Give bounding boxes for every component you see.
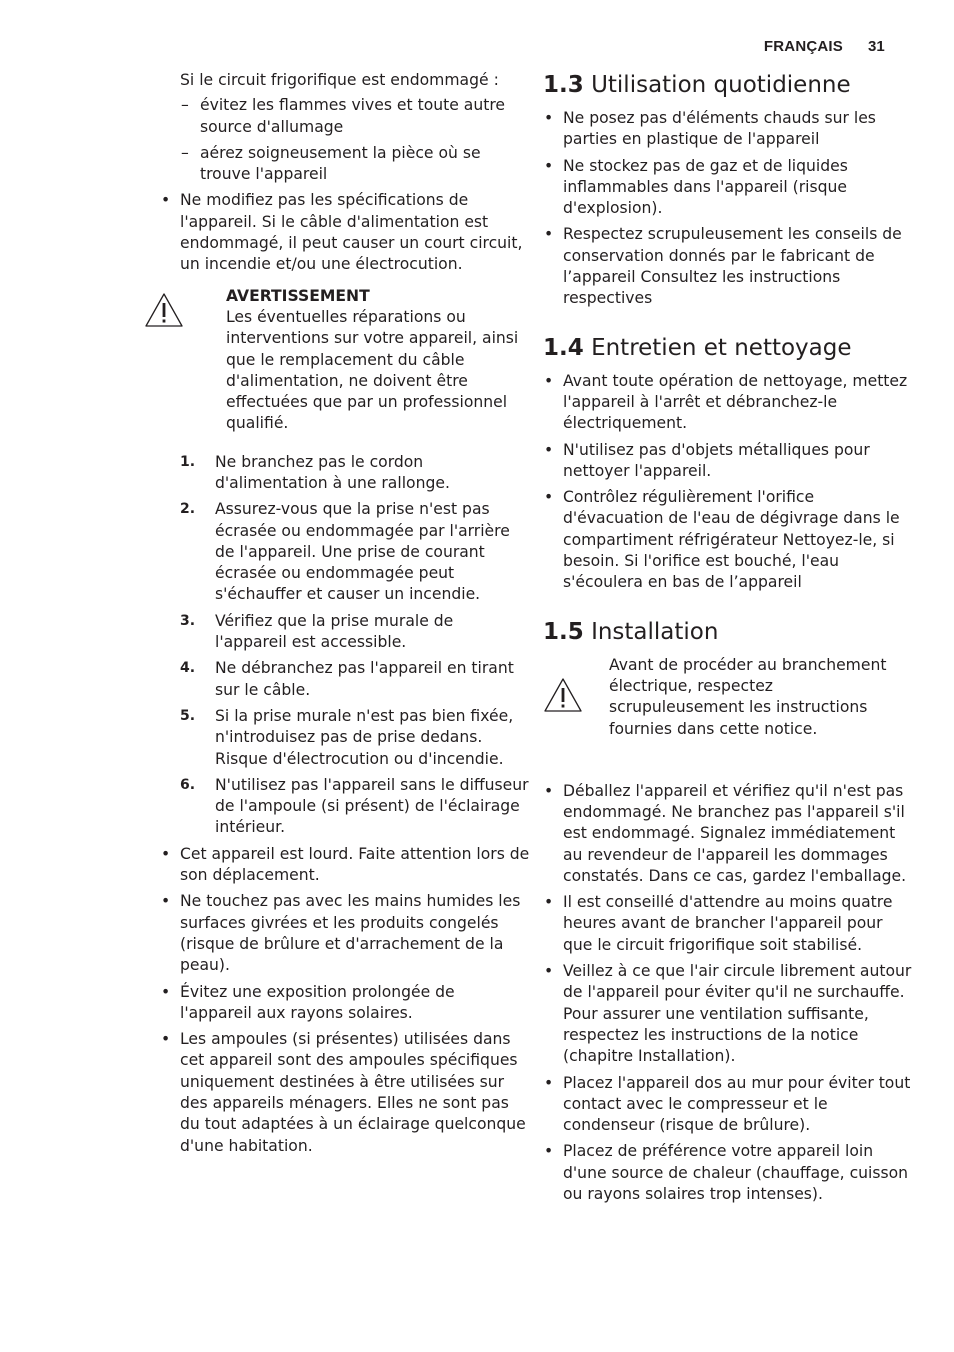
section-heading-1-5: 1.5 Installation (543, 618, 719, 645)
bullet-list (543, 108, 913, 310)
warning-triangle-icon (144, 292, 184, 328)
numbered-item: 5. Si la prise murale n'est pas bien fixée, n'introduisez pas de prise dedans. Risque d'électrocution ou d'incendie. (180, 706, 514, 768)
warning-title: AVERTISSEMENT (226, 286, 370, 305)
installation-warning-text: Avant de procéder au branchement électrique, respectez scrupuleusement les instructions fournies dans cette notice. (609, 655, 887, 738)
dash-item: – évitez les flammes vives et toute autre source d'allumage (181, 96, 505, 136)
dash-marker: – (181, 143, 189, 162)
list-item: • Ne touchez pas avec les mains humides les surfaces givrées et les produits congelés (risque de brûlure et d'arrachement de la peau). (161, 892, 521, 975)
list-item: • Contrôlez régulièrement l'orifice d'évacuation de l'eau de dégivrage dans le compartiment réfrigérateur Nettoyez-le, si besoin. Si l'orifice est bouché, l'eau s'écoulera en bas de l’appareil (544, 488, 900, 592)
left-column (160, 70, 530, 1162)
bullet-marker: • (544, 440, 554, 459)
bullet-marker: • (544, 1142, 554, 1161)
dash-list (160, 95, 530, 185)
bullet-marker: • (544, 488, 554, 507)
numbered-item: 6. N'utilisez pas l'appareil sans le diffuseur de l'ampoule (si présent) de l'éclairage intérieur. (180, 775, 529, 837)
bullet-list (543, 781, 913, 1206)
right-column (543, 70, 913, 1210)
bullet-list (543, 371, 913, 594)
numbered-item: 4. Ne débranchez pas l'appareil en tirant sur le câble. (180, 659, 514, 699)
list-item: • Évitez une exposition prolongée de l'appareil aux rayons solaires. (161, 982, 455, 1022)
page-number: 31 (868, 38, 885, 55)
list-item: • Veillez à ce que l'air circule librement autour de l'appareil pour éviter qu'il ne surchauffe. Pour assurer une ventilation suffisante, respectez les instructions de la notice (chapitre Installation). (544, 962, 912, 1066)
warning-text: Les éventuelles réparations ou interventions sur votre appareil, ainsi que le remplacement du câble d'alimentation, ne doivent être effectuées que par un professionnel qualifié. (226, 307, 519, 433)
bullet-marker: • (544, 893, 554, 912)
bullet-marker: • (544, 225, 554, 244)
list-item: • Déballez l'appareil et vérifiez qu'il n'est pas endommagé. Ne branchez pas l'appareil s'il est endommagé. Signalez immédiatement au revendeur de l'appareil les dommages constatés. Dans ce cas, gardez l'emballage. (544, 781, 907, 885)
section-heading-1-3: 1.3 Utilisation quotidienne (543, 72, 851, 98)
list-item: • Cet appareil est lourd. Faite attention lors de son déplacement. (161, 844, 530, 885)
bullet-marker: • (161, 1030, 171, 1049)
bullet-marker: • (544, 962, 554, 981)
numbered-item: 1. Ne branchez pas le cordon d'alimentation à une rallonge. (180, 452, 450, 492)
numbered-item: 3. Vérifiez que la prise murale de l'appareil est accessible. (180, 611, 454, 652)
bullet-marker: • (161, 982, 171, 1001)
list-item: • Les ampoules (si présentes) utilisées dans cet appareil sont des ampoules spécifiques uniquement destinées à être utilisées sur des appareils ménagers. Elles ne sont pas du tout adaptées à un éclairage quelconque d'une habitation. (161, 1030, 526, 1155)
bullet-marker: • (161, 892, 171, 911)
header-language: FRANÇAIS (763, 38, 843, 55)
bullet-list (160, 190, 530, 275)
list-item: • N'utilisez pas d'objets métalliques pour nettoyer l'appareil. (544, 440, 870, 480)
list-item: • Ne modifiez pas les spécifications de l'appareil. Si le câble d'alimentation est endommagé, il peut causer un court circuit, un incendie et/ou une électrocution. (161, 191, 523, 274)
bullet-list (160, 844, 530, 1157)
numbered-item: 2. Assurez-vous que la prise n'est pas écrasée ou endommagée par l'arrière de l'appareil. Une prise de courant écrasée ou endommagée peut s'échauffer et causer un incendie. (180, 500, 510, 604)
list-item: • Placez de préférence votre appareil loin d'une source de chaleur (chauffage, cuisson ou rayons solaires trop intenses). (544, 1142, 909, 1203)
bullet-marker: • (544, 156, 554, 175)
dash-marker: – (181, 96, 189, 115)
list-item: • Placez l'appareil dos au mur pour éviter tout contact avec le compresseur et le condenseur (risque de brûlure). (544, 1073, 911, 1135)
installation-warning-box (543, 655, 913, 765)
list-item: • Ne posez pas d'éléments chauds sur les parties en plastique de l'appareil (544, 109, 876, 149)
list-item: • Il est conseillé d'attendre au moins quatre heures avant de brancher l'appareil pour que le circuit frigorifique soit stabilisé. (544, 893, 893, 954)
bullet-marker: • (544, 1073, 554, 1092)
bullet-marker: • (544, 781, 554, 800)
bullet-marker: • (544, 371, 554, 390)
warning-triangle-icon (543, 677, 583, 713)
list-item: • Ne stockez pas de gaz et de liquides inflammables dans l'appareil (risque d'explosion). (544, 156, 848, 218)
intro-text: Si le circuit frigorifique est endommagé : (180, 71, 499, 89)
warning-box (160, 286, 530, 436)
bullet-marker: • (161, 191, 171, 210)
list-item: • Avant toute opération de nettoyage, mettez l'appareil à l'arrêt et débranchez-le électriquement. (544, 371, 908, 433)
numbered-list (160, 452, 530, 839)
bullet-marker: • (161, 844, 171, 863)
list-item: • Respectez scrupuleusement les conseils de conservation donnés par le fabricant de l’appareil Consultez les instructions respectives (544, 225, 902, 308)
bullet-marker: • (544, 109, 554, 127)
dash-item: – aérez soigneusement la pièce où se trouve l'appareil (181, 143, 481, 184)
warning-body (226, 286, 530, 435)
section-heading-1-4: 1.4 Entretien et nettoyage (543, 334, 852, 361)
